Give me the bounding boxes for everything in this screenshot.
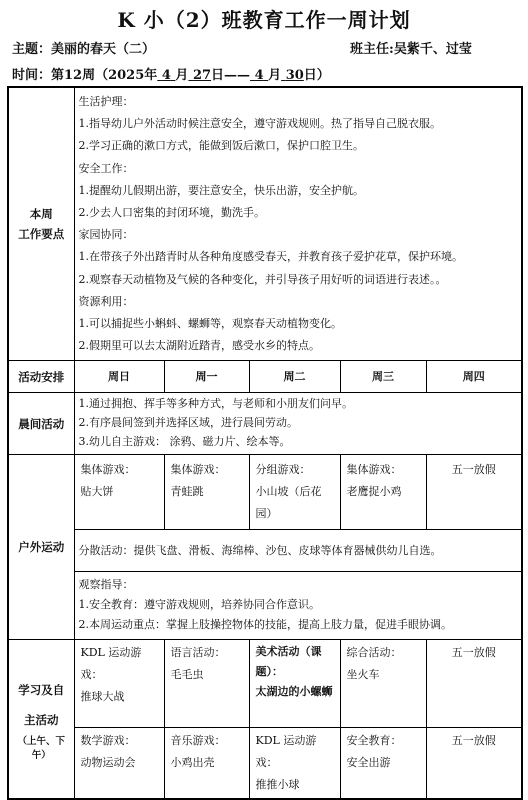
day-header: 周二	[249, 361, 340, 393]
morning-content	[74, 393, 522, 455]
time-end: 日）	[303, 68, 330, 83]
schedule-row	[8, 361, 522, 393]
time-month-char: 月	[175, 68, 189, 83]
focus-line: 生活护理：	[78, 95, 134, 108]
weekly-plan-table	[7, 86, 523, 800]
learning-cell: 安全教育： 安全出游	[340, 728, 426, 800]
focus-line: 1.可以捕捉些小蝌蚪、螺蛳等，观察春天动植物变化。	[78, 317, 342, 331]
focus-line: 安全工作：	[78, 161, 134, 175]
focus-line: 2.观察春天动植物及气候的各种变化，并引导孩子用好听的词语进行表述。。	[78, 272, 447, 286]
focus-line: 1.提醒幼儿假期出游，要注意安全，快乐出游，安全护航。	[78, 183, 364, 197]
focus-line: 2.假期里可以去太湖附近踏青，感受水乡的特点。	[78, 339, 320, 353]
learning-cell: 语言活动： 毛毛虫	[164, 640, 249, 728]
outdoor-dispersed: 分散活动：提供飞盘、滑板、海绵棒、沙包、皮球等体育器械供幼儿自选。	[74, 530, 522, 572]
focus-line: 2.少去人口密集的封闭环境，勤洗手。	[78, 206, 265, 220]
day-header: 周一	[164, 361, 249, 393]
morning-line: 1.通过拥抱、挥手等多种方式，与老师和小朋友们问早。	[78, 397, 353, 411]
outdoor-guide	[74, 572, 522, 640]
morning-row	[8, 393, 522, 455]
outdoor-games-row	[8, 455, 522, 530]
teacher-line	[350, 38, 472, 57]
outdoor-dispersed-row	[8, 530, 522, 572]
focus-label: 本周 工作要点	[8, 87, 74, 361]
morning-label: 晨间活动	[8, 393, 74, 455]
time-day-sep: 日——	[211, 68, 251, 83]
theme-line	[12, 38, 155, 57]
teacher-value: 吴紫千、过莹	[393, 42, 472, 57]
outdoor-label: 户外运动	[8, 455, 74, 640]
teacher-label: 班主任:	[350, 42, 394, 57]
day-header: 周三	[340, 361, 426, 393]
holiday-cell: 五一放假	[426, 640, 522, 728]
learning-label: 学习及自 主活动 （上午、下午）	[8, 640, 74, 800]
morning-line: 3.幼儿自主游戏： 涂鸦、磁力片、绘本等。	[78, 435, 291, 449]
outdoor-game-cell: 集体游戏： 贴大饼	[74, 455, 164, 530]
outdoor-guide-row	[8, 572, 522, 640]
day-header: 周日	[74, 361, 164, 393]
morning-line: 2.有序晨间签到并选择区域，进行晨间劳动。	[78, 416, 298, 430]
focus-line: 1.在带孩子外出踏青时从各种角度感受春天，并教育孩子爱护花草，保护环境。	[78, 250, 463, 264]
time-line	[12, 64, 330, 83]
time-start-day: 27	[192, 68, 212, 83]
learning-cell: 数学游戏： 动物运动会	[74, 728, 164, 800]
time-start-month: 4	[161, 68, 171, 83]
focus-row	[8, 87, 522, 361]
holiday-cell: 五一放假	[426, 728, 522, 800]
outdoor-game-cell: 集体游戏： 青蛙跳	[164, 455, 249, 530]
theme-label: 主题：	[12, 42, 52, 57]
holiday-cell: 五一放假	[426, 455, 522, 530]
day-header: 周四	[426, 361, 522, 393]
learning-row-2	[8, 728, 522, 800]
outdoor-game-cell: 集体游戏： 老鹰捉小鸡	[340, 455, 426, 530]
learning-cell: 音乐游戏： 小鸡出壳	[164, 728, 249, 800]
learning-row-1	[8, 640, 522, 728]
focus-line: 1.指导幼儿户外活动时候注意安全，遵守游戏规则。热了指导自己脱衣服。	[78, 117, 441, 131]
time-end-month: 4	[254, 68, 264, 83]
guide-line: 2.本周运动重点：掌握上肢操控物体的技能，提高上肢力量，促进手眼协调。	[78, 618, 452, 632]
outdoor-game-cell: 分组游戏： 小山坡（后花园）	[249, 455, 340, 530]
guide-line: 1.安全教育：遵守游戏规则，培养协同合作意识。	[78, 598, 320, 612]
focus-content	[74, 87, 522, 361]
learning-cell: 综合活动： 坐火车	[340, 640, 426, 728]
focus-line: 2.学习正确的漱口方式，能做到饭后漱口，保护口腔卫生。	[78, 139, 364, 153]
focus-line: 家园协同：	[78, 228, 134, 242]
time-label: 时间：第12周（2025年	[12, 68, 158, 83]
learning-cell-highlight: 美术活动（课题）： 太湖边的小螺蛳	[249, 640, 340, 728]
learning-cell: KDL 运动游戏： 推球大战	[74, 640, 164, 728]
page-title: K 小（2）班教育工作一周计划	[117, 8, 411, 32]
time-month-char-2: 月	[268, 68, 282, 83]
guide-line: 观察指导：	[78, 578, 134, 592]
theme-value: 美丽的春天（二）	[51, 42, 156, 57]
time-end-day: 30	[285, 68, 304, 83]
schedule-label: 活动安排	[8, 361, 74, 393]
focus-line: 资源利用：	[78, 294, 134, 308]
learning-cell: KDL 运动游戏： 推推小球	[249, 728, 340, 800]
